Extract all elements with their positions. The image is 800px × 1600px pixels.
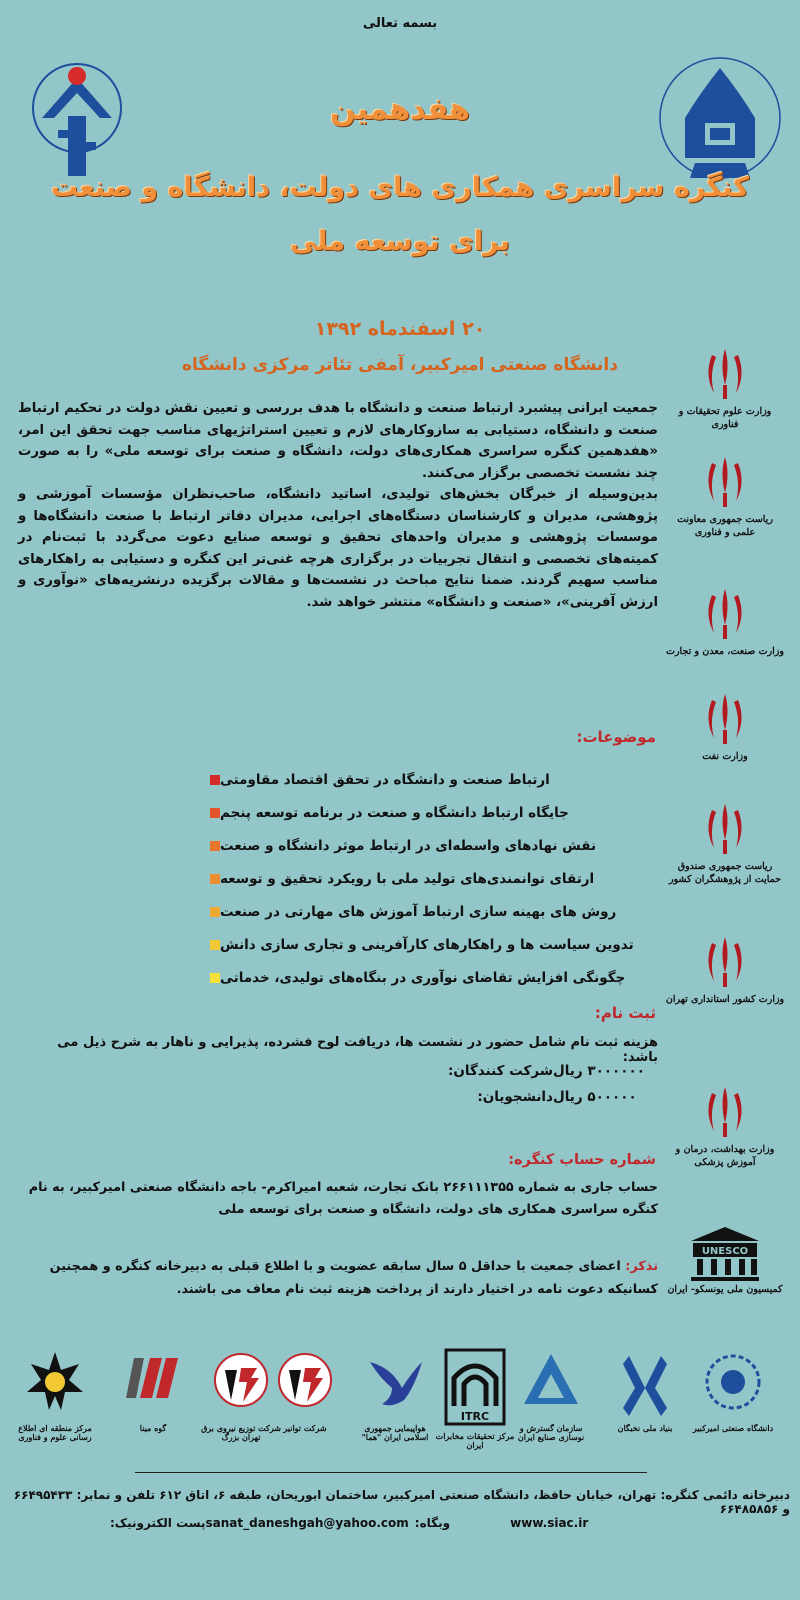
secretariat-label: دبیرخانه دائمی کنگره: bbox=[660, 1488, 790, 1502]
gohar-mina-logo-icon bbox=[120, 1348, 186, 1420]
sponsor-science-vp bbox=[665, 453, 785, 539]
topics-heading: موضوعات: bbox=[576, 728, 656, 746]
sponsor-label: ریاست جمهوری صندوق حمایت از پژوهشگران کشور bbox=[669, 861, 781, 885]
sponsor-label: وزارت نفت bbox=[702, 751, 748, 762]
itrc-logo-icon bbox=[442, 1348, 508, 1428]
sponsor-ministry-interior bbox=[665, 933, 785, 1006]
homa-bird-logo-icon bbox=[362, 1348, 428, 1420]
note-label: تذکر: bbox=[625, 1259, 658, 1274]
partner-logo-elites: بنیاد ملی نخبگان bbox=[602, 1348, 688, 1452]
note-text: اعضای جمعیت با حداقل ۵ سال سابقه عضویت و با اطلاع قبلی به دبیرخانه کنگره و همچنین کسانیکه دعوت نامه در اختیار دارند از پرداخت هزینه ثبت نام معاف می باشند. bbox=[49, 1259, 658, 1297]
note bbox=[18, 1255, 658, 1301]
bullet-square-icon bbox=[210, 940, 220, 950]
registration-heading: ثبت نام: bbox=[594, 1004, 656, 1022]
partner-logo-tavanir: شرکت توانیر bbox=[262, 1348, 348, 1452]
sponsor-label: کمیسیون ملی یونسکو- ایران bbox=[667, 1284, 783, 1295]
partner-logo-itrc: ITRC مرکز تحقیقات مخابرات ایران bbox=[432, 1348, 518, 1452]
iran-emblem-icon bbox=[700, 1083, 750, 1143]
partner-logo-tehran-electricity: شرکت توزیع نیروی برق تهران بزرگ bbox=[198, 1348, 284, 1452]
unesco-temple-icon bbox=[685, 1225, 765, 1283]
idro-logo-icon bbox=[518, 1348, 584, 1420]
list-item: ارتباط صنعت و دانشگاه در تحقق اقتصاد مقاومتی bbox=[200, 763, 636, 796]
list-item: نقش نهادهای واسطه‌ای در ارتباط موثر دانشگاه و صنعت bbox=[200, 829, 636, 862]
intro-paragraph-1: جمعیت ایرانی پیشبرد ارتباط صنعت و دانشگاه با هدف بررسی و تعیین نقش دولت در تحکیم ارتباط صنعت و دانشگاه، دستیابی به سازوکارهای لازم و تعیین استراتژیهای مناسب جهت تحقق این امر، «هفدهمین کنگره سراسری همکاری‌های دولت، دانشگاه و صنعت برای توسعه ملی» را به صورت چند نشست تخصصی برگزار می‌کنند. bbox=[18, 401, 658, 481]
iran-emblem-icon bbox=[700, 800, 750, 860]
title-ordinal: هفدهمین bbox=[330, 92, 470, 127]
registration-description: هزینه ثبت نام شامل حضور در نشست ها، دریافت لوح فشرده، پذیرایی و ناهار به شرح ذیل می باشد: bbox=[57, 1035, 658, 1065]
event-date: ۲۰ اسفندماه ۱۳۹۲ bbox=[314, 318, 486, 340]
sponsor-label: وزارت صنعت، معدن و تجارت bbox=[666, 646, 784, 657]
sponsor-ministry-oil bbox=[665, 690, 785, 763]
bullet-square-icon bbox=[210, 874, 220, 884]
partner-logo-ricest: مرکز منطقه ای اطلاع رسانی علوم و فناوری bbox=[12, 1348, 98, 1452]
iran-emblem-icon bbox=[700, 585, 750, 645]
itrc-abbr: ITRC bbox=[460, 1410, 490, 1423]
secretariat-address: تهران، خیابان حافظ، دانشگاه صنعتی امیرکبیر، ساختمان ابوریحان، طبقه ۶، اتاق ۶۱۲ تلفن و نمابر: ۶۶۴۹۵۴۳۳ و ۶۶۴۸۵۸۵۶ bbox=[13, 1488, 790, 1516]
fee-value: ۳۰۰۰۰۰۰ ریال bbox=[553, 1063, 646, 1079]
list-item: چگونگی افزایش تقاضای نوآوری در بنگاه‌های تولیدی، خدماتی bbox=[200, 961, 636, 994]
congress-title: کنگره سراسری همکاری های دولت، دانشگاه و صنعت bbox=[50, 172, 750, 203]
iran-emblem-icon bbox=[700, 453, 750, 513]
sponsor-unesco bbox=[665, 1225, 785, 1296]
list-item: ارتقای توانمندی‌های تولید ملی با رویکرد تحقیق و توسعه bbox=[200, 862, 636, 895]
elites-foundation-logo-icon bbox=[615, 1348, 675, 1420]
account-heading: شماره حساب کنگره: bbox=[508, 1152, 656, 1168]
sponsor-ministry-health bbox=[665, 1083, 785, 1169]
fee-value: ۵۰۰۰۰۰ ریال bbox=[553, 1089, 637, 1105]
bullet-square-icon bbox=[210, 907, 220, 917]
iran-emblem-icon bbox=[700, 690, 750, 750]
website-label: وبگاه: bbox=[414, 1516, 451, 1530]
sponsor-ministry-science bbox=[665, 345, 785, 431]
partner-logo-idro: سازمان گسترش و نوسازی صنایع ایران bbox=[508, 1348, 594, 1452]
sponsor-label: وزارت کشور استانداری تهران bbox=[665, 994, 785, 1005]
bullet-square-icon bbox=[210, 775, 220, 785]
iran-emblem-icon bbox=[700, 345, 750, 405]
intro-paragraph-2: بدین‌وسیله از خبرگان بخش‌های تولیدی، اساتید دانشگاه، صاحب‌نظران مؤسسات آموزشی و پژوهشی، مدیران و کارشناسان دستگاه‌های اجرایی، مدیران دفاتر ارتباط با صنعت دانشگاه‌ها و موسسات پژوهشی و مدیران واحدهای تحقیق و توسعه صنایع دعوت می‌گردد با ثبت‌نام در کمیته‌های تخصصی و انتقال تجربیات در برگزاری هرچه غنی‌تر این کنگره و دستیابی به راهکارهای مناسب سهیم گردند. ضمنا نتایج مباحث در نشست‌ها و مقالات برگزیده درنشریه‌های «نوآوری و ارزش آفرینی»، «صنعت و دانشگاه» منتشر خواهد شد. bbox=[18, 487, 658, 610]
footer-address bbox=[10, 1488, 790, 1516]
congress-subtitle: برای توسعه ملی bbox=[289, 226, 511, 257]
fee-label: دانشجویان: bbox=[477, 1089, 553, 1105]
topics-list bbox=[200, 763, 636, 994]
list-item: جایگاه ارتباط دانشگاه و صنعت در برنامه توسعه پنجم bbox=[200, 796, 636, 829]
fee-label: شرکت کنندگان: bbox=[447, 1063, 553, 1079]
partner-logo-homa: هواپیمایی جمهوری اسلامی ایران "هما" bbox=[352, 1348, 438, 1452]
unesco-label: UNESCO bbox=[701, 1246, 749, 1257]
basmala: بسمه تعالی bbox=[362, 16, 438, 31]
sponsor-ministry-industry bbox=[665, 585, 785, 658]
tavanir-logo-icon bbox=[275, 1348, 335, 1420]
bullet-square-icon bbox=[210, 973, 220, 983]
sponsor-label: وزارت علوم تحقیقات و فناوری bbox=[678, 406, 772, 430]
bullet-square-icon bbox=[210, 841, 220, 851]
fee-row-companies bbox=[438, 1063, 658, 1079]
partner-logo-gohar-mina: گوه مینا bbox=[110, 1348, 196, 1452]
sponsor-label: ریاست جمهوری معاونت علمی و فناوری bbox=[677, 514, 773, 538]
ricest-star-logo-icon bbox=[25, 1348, 85, 1420]
amirkabir-logo-icon bbox=[703, 1348, 763, 1420]
partner-logo-amirkabir: دانشگاه صنعتی امیرکبیر bbox=[690, 1348, 776, 1452]
event-venue: دانشگاه صنعتی امیرکبیر، آمفی تئاتر مرکزی دانشگاه bbox=[182, 355, 618, 375]
website-link[interactable]: www.siac.ir bbox=[510, 1516, 589, 1530]
list-item: تدوین سیاست ها و راهکارهای کارآفرینی و تجاری سازی دانش bbox=[200, 928, 636, 961]
account-details: حساب جاری به شماره ۲۶۶۱۱۱۳۵۵ بانک تجارت، شعبه امیراکرم- باجه دانشگاه صنعتی امیرکبیر، به نام کنگره سراسری همکاری های دولت، دانشگاه و صنعت برای توسعه ملی bbox=[28, 1180, 658, 1217]
email-label: پست الکترونیک: bbox=[110, 1516, 206, 1530]
tehran-electricity-logo-icon bbox=[211, 1348, 271, 1420]
fee-row-students bbox=[438, 1089, 658, 1105]
email-link[interactable]: sanat_daneshgah@yahoo.com bbox=[205, 1516, 409, 1530]
iran-emblem-icon bbox=[700, 933, 750, 993]
sponsor-label: وزارت بهداشت، درمان و آموزش پزشکی bbox=[675, 1144, 775, 1168]
footer-divider bbox=[135, 1472, 647, 1473]
bullet-square-icon bbox=[210, 808, 220, 818]
list-item: روش های بهینه سازی ارتباط آموزش های مهارتی در صنعت bbox=[200, 895, 636, 928]
sponsor-researchers-fund bbox=[665, 800, 785, 886]
footer-contact bbox=[110, 1516, 650, 1530]
intro-text bbox=[18, 398, 658, 613]
